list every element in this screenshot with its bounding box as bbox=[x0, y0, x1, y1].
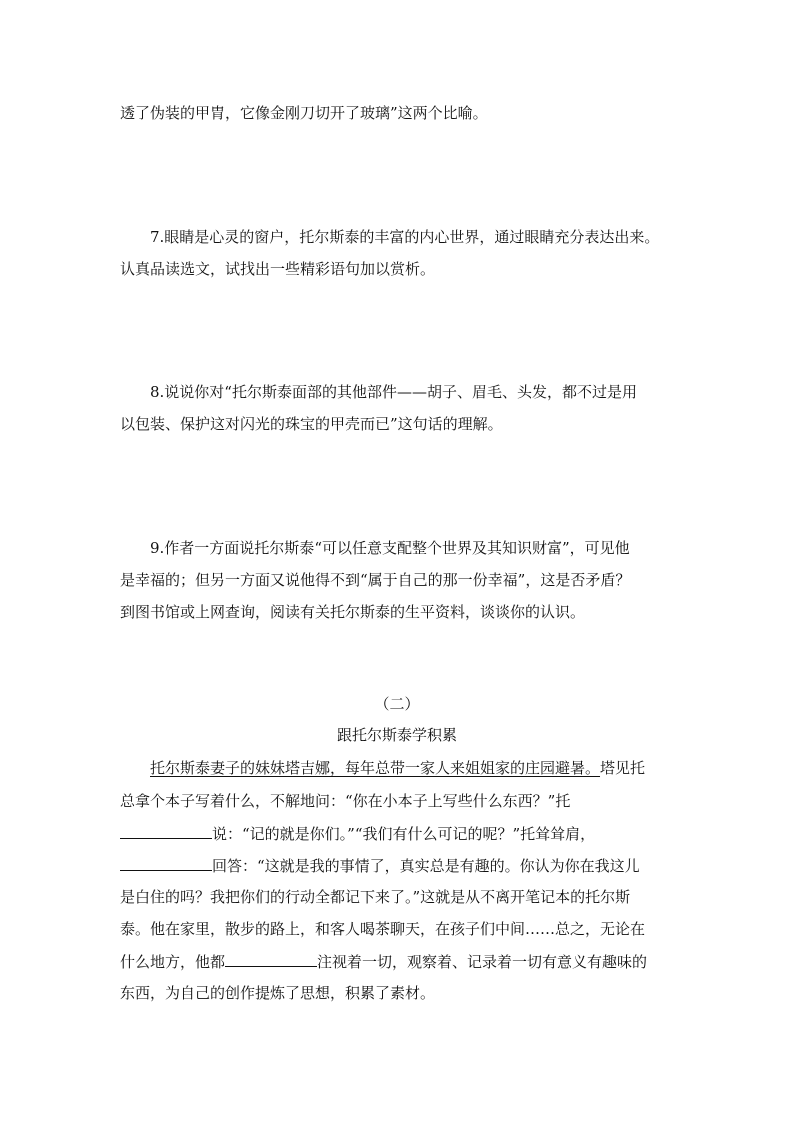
question-9-line-3: 到图书馆或上网查询，阅读有关托尔斯泰的生平资料，谈谈你的认识。 bbox=[120, 603, 586, 621]
question-7-line-2: 认真品读选文，试找出一些精彩语句加以赏析。 bbox=[120, 260, 436, 278]
question-8-line-1: 8.说说你对“托尔斯泰面部的其他部件——胡子、眉毛、头发，都不过是用 bbox=[150, 383, 637, 401]
section-number: （二） bbox=[374, 695, 420, 713]
question-6-tail: 透了伪装的甲胄，它像金刚刀切开了玻璃”这两个比喻。 bbox=[120, 104, 488, 122]
passage-line-4 bbox=[120, 855, 640, 876]
passage-line-5: 是白住的吗？我把你们的行动全都记下来了。”这就是从不离开笔记本的托尔斯 bbox=[120, 888, 631, 906]
passage-line-3 bbox=[120, 823, 595, 844]
fill-blank-2[interactable] bbox=[120, 855, 212, 871]
passage-text: 什么地方，他都 bbox=[120, 953, 226, 971]
question-9-line-2: 是幸福的；但另一方面又说他得不到“属于自己的那一份幸福”，这是否矛盾？ bbox=[120, 571, 631, 589]
passage-line-7 bbox=[120, 951, 647, 972]
passage-line-6: 泰。他在家里，散步的路上，和客人喝茶聊天，在孩子们中间……总之，无论在 bbox=[120, 920, 646, 938]
passage-line-1 bbox=[150, 758, 645, 778]
section-title: 跟托尔斯泰学积累 bbox=[336, 726, 457, 744]
passage-line-2: 总拿个本子写着什么，不解地问：“你在小本子上写些什么东西？”托 bbox=[120, 792, 571, 810]
passage-line-8: 东西，为自己的创作提炼了思想，积累了素材。 bbox=[120, 984, 436, 1002]
fill-blank-1[interactable] bbox=[120, 823, 212, 839]
question-8-line-2: 以包装、保护这对闪光的珠宝的甲壳而已”这句话的理解。 bbox=[120, 415, 503, 433]
passage-text: 塔见托 bbox=[600, 759, 646, 777]
underlined-sentence: 托尔斯泰妻子的妹妹塔吉娜，每年总带一家人来姐姐家的庄园避暑。 bbox=[150, 759, 601, 777]
question-9-line-1: 9.作者一方面说托尔斯泰“可以任意支配整个世界及其知识财富”，可见他 bbox=[150, 539, 630, 557]
question-7-line-1: 7.眼睛是心灵的窗户，托尔斯泰的丰富的内心世界，通过眼睛充分表达出来。 bbox=[150, 228, 660, 246]
passage-text: 注视着一切，观察着、记录着一切有意义有趣味的 bbox=[317, 953, 648, 971]
passage-text: 回答：“这就是我的事情了，真实总是有趣的。你认为你在我这儿 bbox=[212, 857, 640, 875]
fill-blank-3[interactable] bbox=[225, 951, 317, 967]
passage-text: 说：“记的就是你们。”“我们有什么可记的呢？”托耸耸肩， bbox=[212, 825, 596, 843]
